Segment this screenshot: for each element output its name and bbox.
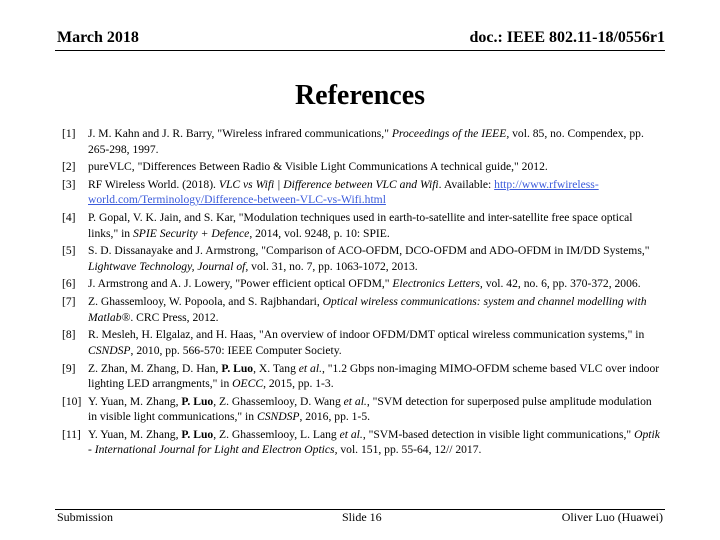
reference-segment: , "SVM-based detection in visible light communications," [362,427,635,441]
italic-text: Optical wireless communications: system and channel modelling with Matlab® [88,295,647,324]
reference-number: [4] [62,211,76,225]
reference-number: [7] [62,295,76,309]
reference-text [88,327,662,358]
reference-segment: , X. Tang [253,361,299,375]
reference-item [62,394,662,425]
reference-segment: . Available: [438,177,495,191]
reference-item [62,294,662,325]
reference-number: [2] [62,160,76,174]
reference-text [88,294,662,325]
reference-item [62,177,662,208]
reference-segment: , 2016, pp. 1-5. [299,410,371,424]
reference-segment: R. Mesleh, H. Elgalaz, and H. Haas, "An overview of indoor OFDM/DMT optical wireless communication systems," in [88,328,645,342]
reference-item [62,126,662,157]
reference-segment: vol. 42, no. 6, pp. 370-372, 2006. [482,277,641,291]
reference-item [62,276,662,292]
italic-text: VLC vs Wifi | Difference between VLC and Wifi [218,177,439,191]
reference-item [62,210,662,241]
reference-number: [3] [62,177,76,191]
slide-title: References [294,80,426,111]
italic-text: CSNDSP [256,410,300,424]
italic-text: CSNDSP [88,343,131,357]
reference-segment: , 2010, pp. 566-570: IEEE Computer Society. [130,343,342,357]
references-list [62,126,662,460]
reference-number: [11] [62,427,81,441]
reference-item [62,243,662,274]
header-date: March 2018 [57,29,139,46]
reference-text [88,210,662,241]
reference-segment: J. M. Kahn and J. R. Barry, "Wireless infrared communications," [88,127,392,140]
header-divider [55,50,665,51]
reference-number: [1] [62,127,76,140]
reference-segment: vol. 85, no. Compendex, pp. 265-298, 1997. [88,127,644,156]
reference-text [88,177,662,208]
reference-segment: , 2015, pp. 1-3. [263,377,334,390]
reference-segment: Z. Zhan, M. Zhang, D. Han, [88,361,222,375]
reference-segment: , Z. Ghassemlooy, D. Wang [213,394,344,408]
reference-number: [5] [62,244,76,258]
reference-text [88,126,662,157]
header-doc-id: doc.: IEEE 802.11-18/0556r1 [469,29,665,46]
reference-text [88,276,662,292]
italic-text: SPIE Security + Defence [133,226,250,240]
reference-segment: vol. 151, pp. 55-64, 12// 2017. [337,443,482,457]
italic-text: et al. [339,427,363,441]
reference-number: [10] [62,394,82,408]
italic-text: et al. [343,394,367,408]
reference-segment: . CRC Press, 2012. [130,310,219,324]
italic-text: Lightwave Technology, Journal of, [88,259,249,273]
italic-text: Optik - International Journal for Light and Electron Optics, [88,427,660,457]
reference-segment: P. Gopal, V. K. Jain, and S. Kar, "Modulation techniques used in earth-to-satellite and inter-satellite free space optical links," in [88,211,633,240]
reference-item [62,327,662,358]
reference-item [62,159,662,175]
reference-link[interactable]: http://www.rfwireless-world.com/Terminology/Difference-between-VLC-vs-Wifi.html [88,177,599,207]
reference-segment: , Z. Ghassemlooy, L. Lang [213,427,340,441]
reference-segment: S. D. Dissanayake and J. Armstrong, "Comparison of ACO-OFDM, DCO-OFDM and ADO-OFDM in IM/DD Systems," [88,244,650,258]
bold-author: P. Luo [181,394,214,408]
reference-text [88,394,662,425]
footer-author: Oliver Luo (Huawei) [561,510,663,524]
reference-text [88,427,662,458]
italic-text: et al. [298,361,322,375]
reference-text [88,159,662,175]
bold-author: P. Luo [221,361,254,375]
reference-number: [8] [62,328,76,342]
italic-text: Electronics Letters, [392,277,483,291]
footer-slide-number: Slide 16 [342,510,382,524]
reference-item [62,361,662,392]
bold-author: P. Luo [181,427,214,441]
reference-segment: RF Wireless World. (2018). [88,177,219,191]
footer-submission: Submission [57,510,114,524]
reference-segment: , 2014, vol. 9248, p. 10: SPIE. [249,226,390,240]
reference-segment: Y. Yuan, M. Zhang, [88,427,182,441]
italic-text: Proceedings of the IEEE, [391,127,510,140]
reference-text [88,361,662,392]
italic-text: OECC [232,377,264,390]
reference-segment: J. Armstrong and A. J. Lowery, "Power efficient optical OFDM," [88,277,393,291]
reference-segment: Z. Ghassemlooy, W. Popoola, and S. Rajbhandari, [88,295,323,309]
reference-text [88,243,662,274]
reference-segment: vol. 31, no. 7, pp. 1063-1072, 2013. [248,259,418,273]
reference-number: [9] [62,361,76,375]
reference-segment: Y. Yuan, M. Zhang, [88,394,182,408]
reference-number: [6] [62,277,76,291]
reference-segment: pureVLC, "Differences Between Radio & Visible Light Communications A technical guide," 2012. [88,160,548,174]
reference-item [62,427,662,458]
reference-segment: , "1.2 Gbps non-imaging MIMO-OFDM scheme based VLC over indoor lighting LED arrangments," in [88,361,660,390]
reference-segment: , "SVM detection for superposed pulse amplitude modulation in visible light communications," in [88,394,652,424]
